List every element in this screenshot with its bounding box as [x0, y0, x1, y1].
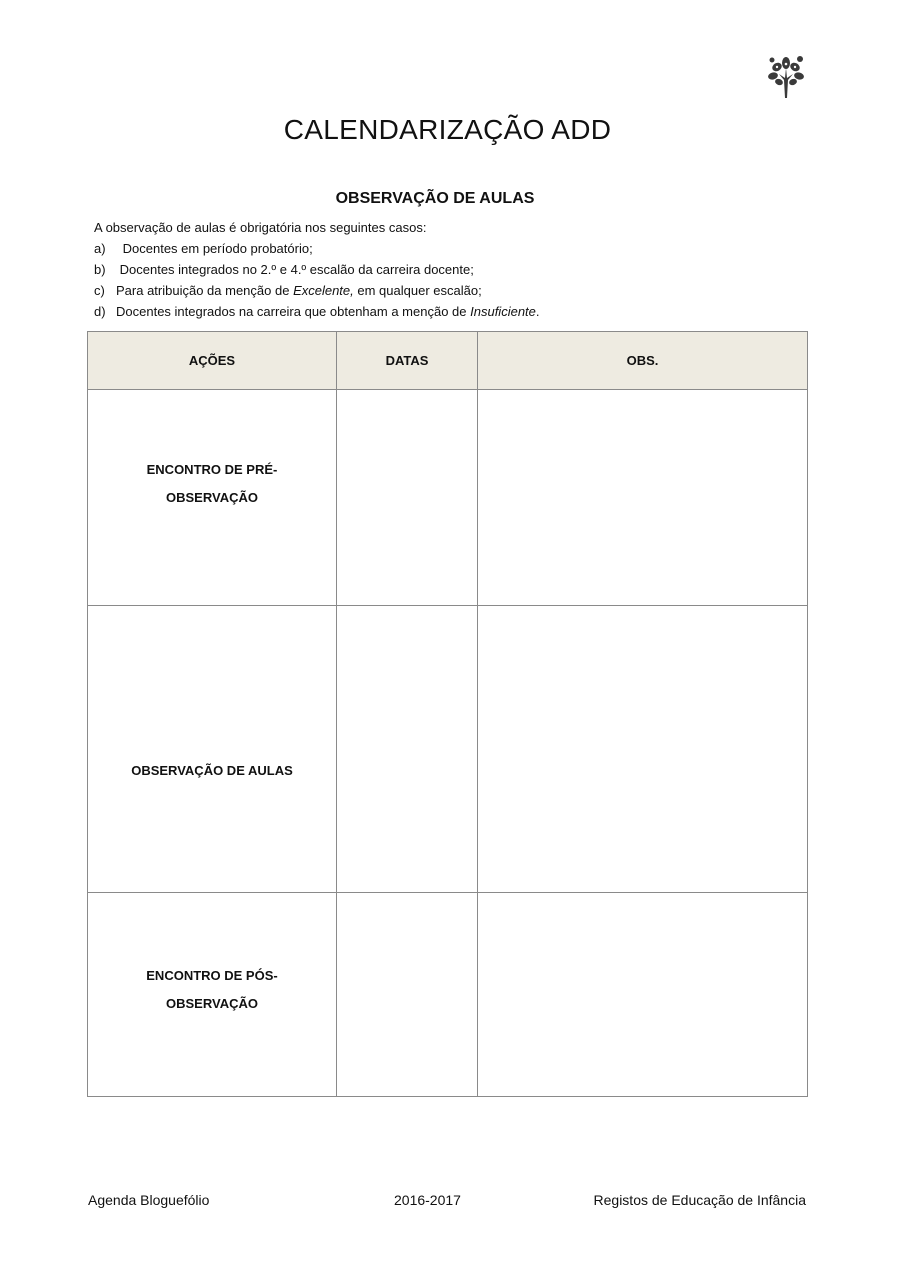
- tree-logo-icon: [766, 54, 806, 100]
- table-row: [88, 390, 808, 606]
- list-item: [94, 280, 540, 301]
- list-item-label: d): [94, 304, 106, 319]
- list-item-text: Docentes em período probatório;: [122, 241, 313, 256]
- page-title: CALENDARIZAÇÃO ADD: [283, 114, 612, 145]
- action-cell: [88, 893, 337, 1097]
- action-label-line: OBSERVAÇÃO: [166, 490, 258, 505]
- table-header-row: [88, 332, 808, 390]
- table-row: [88, 893, 808, 1097]
- column-header-dates: DATAS: [337, 332, 478, 390]
- action-cell: [88, 606, 337, 893]
- dates-cell[interactable]: [337, 390, 478, 606]
- list-item-text: .: [535, 304, 540, 319]
- column-header-actions: AÇÕES: [88, 332, 337, 390]
- action-label-line: OBSERVAÇÃO: [166, 996, 258, 1011]
- list-item-label: a): [94, 241, 106, 256]
- obs-cell[interactable]: [478, 893, 808, 1097]
- footer-center: 2016-2017: [394, 1192, 461, 1208]
- list-item-label: b): [94, 262, 106, 277]
- section-title: OBSERVAÇÃO DE AULAS: [335, 190, 535, 207]
- list-item: [94, 238, 540, 259]
- footer-right: Registos de Educação de Infância: [593, 1192, 806, 1208]
- dates-cell[interactable]: [337, 893, 478, 1097]
- list-item-emphasis: Excelente,: [293, 283, 354, 298]
- list-item: [94, 301, 540, 322]
- action-label-line: ENCONTRO DE PÓS-: [146, 968, 278, 983]
- list-item-text: em qualquer escalão;: [353, 283, 482, 298]
- obs-cell[interactable]: [478, 606, 808, 893]
- list-item: [94, 259, 540, 280]
- dates-cell[interactable]: [337, 606, 478, 893]
- list-item-emphasis: Insuficiente: [470, 304, 536, 319]
- list-item-text: Docentes integrados na carreira que obtenham a menção de: [116, 304, 471, 319]
- list-item-text: Docentes integrados no 2.º e 4.º escalão da carreira docente;: [119, 262, 474, 277]
- action-cell: [88, 390, 337, 606]
- footer-left: Agenda Bloguefólio: [88, 1192, 210, 1208]
- list-item-label: c): [94, 283, 105, 298]
- list-item-text: Para atribuição da menção de: [116, 283, 294, 298]
- calendar-table: [87, 331, 808, 1097]
- action-label-line: ENCONTRO DE PRÉ-: [146, 462, 278, 477]
- intro-text: [94, 217, 540, 322]
- column-header-obs: OBS.: [478, 332, 808, 390]
- intro-lead: A observação de aulas é obrigatória nos seguintes casos:: [94, 220, 427, 235]
- action-label-line: OBSERVAÇÃO DE AULAS: [131, 763, 293, 778]
- table-row: [88, 606, 808, 893]
- obs-cell[interactable]: [478, 390, 808, 606]
